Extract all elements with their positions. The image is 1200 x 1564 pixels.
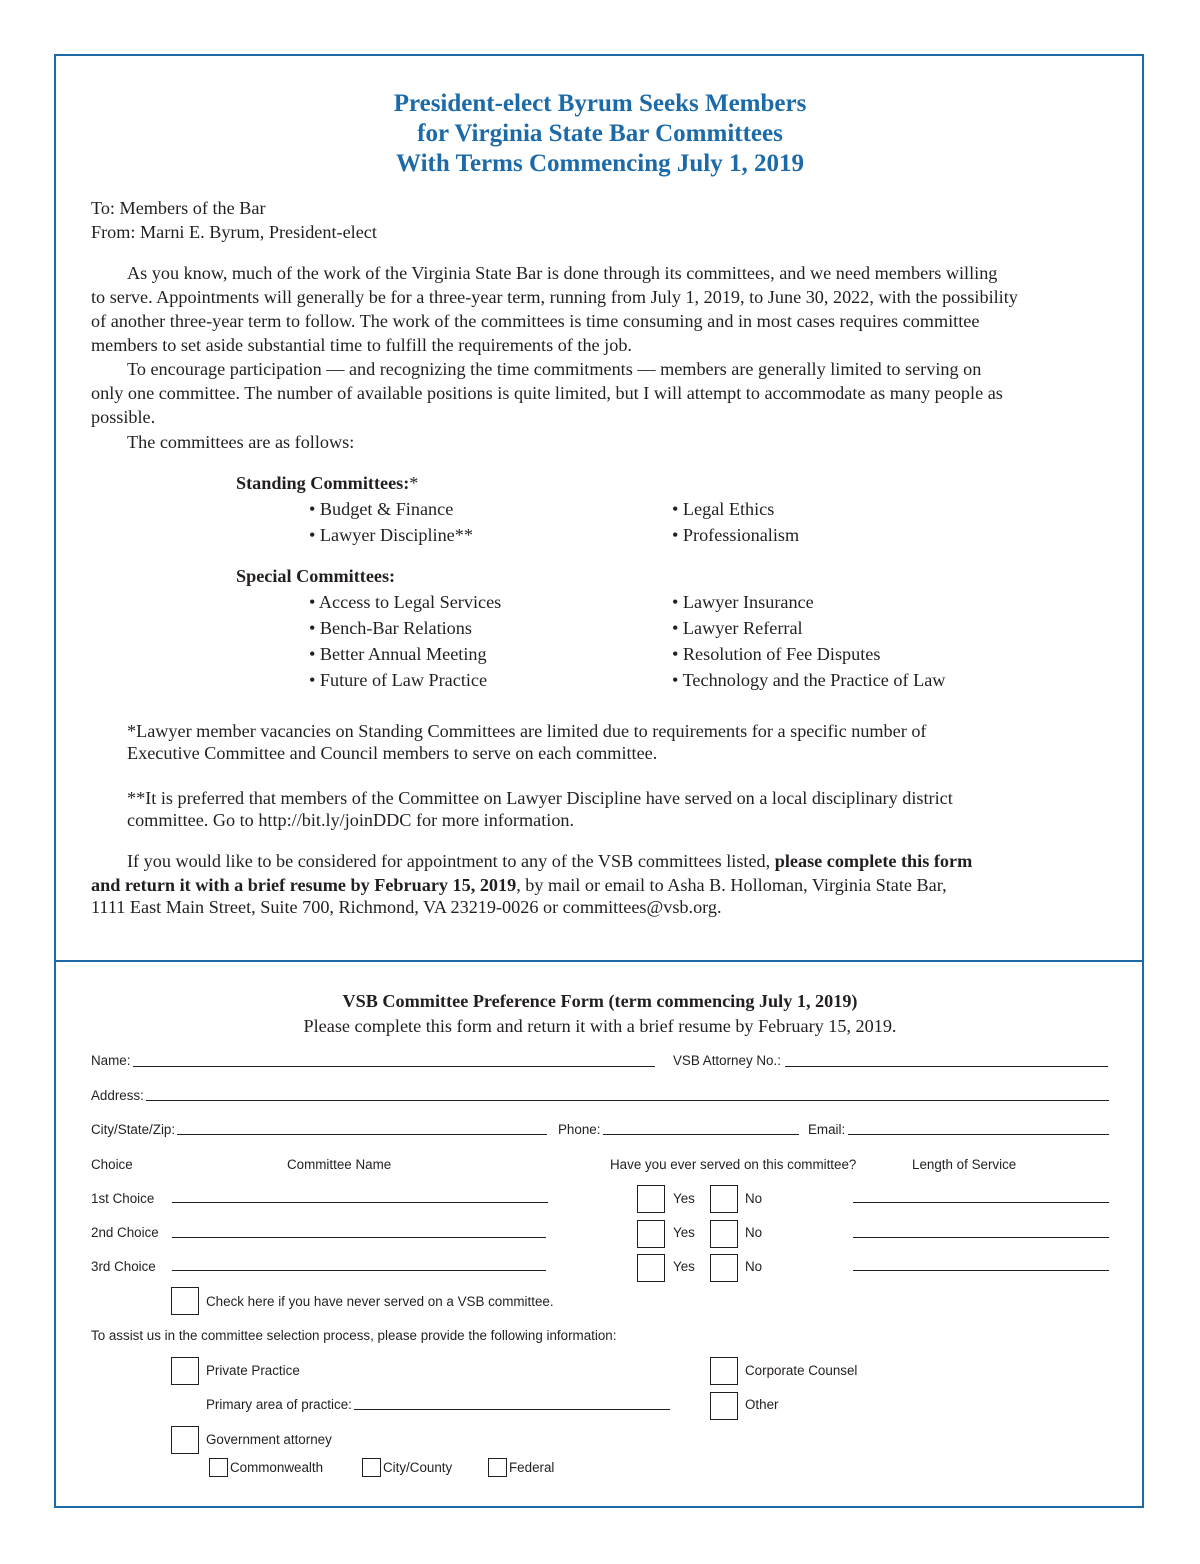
- special-right-3: • Resolution of Fee Disputes: [672, 644, 881, 664]
- form-title: VSB Committee Preference Form (term commencing July 1, 2019): [342, 991, 858, 1011]
- assist-text: To assist us in the committee selection process, please provide the following information:: [91, 1328, 617, 1343]
- closing-line1: [127, 849, 972, 873]
- other-label: Other: [745, 1397, 779, 1412]
- federal-checkbox[interactable]: [488, 1458, 507, 1477]
- standing-heading-text: Standing Committees:: [236, 473, 410, 493]
- standing-right-2: • Professionalism: [672, 525, 800, 545]
- choice-2-label: 2nd Choice: [91, 1225, 159, 1240]
- primary-area-label: Primary area of practice:: [206, 1397, 352, 1412]
- body-p2-line1: To encourage participation — and recognizing the time commitments — members are generally limited to serving on: [127, 359, 982, 379]
- address-label: Address:: [91, 1088, 144, 1103]
- note1-line2: Executive Committee and Council members to serve on each committee.: [127, 743, 658, 763]
- name-field[interactable]: [133, 1066, 655, 1067]
- choice-2-no-label: No: [745, 1225, 763, 1240]
- attorney-number-field[interactable]: [785, 1066, 1108, 1067]
- choice-1-no-checkbox[interactable]: [710, 1185, 738, 1213]
- choice-1-yes-checkbox[interactable]: [637, 1185, 665, 1213]
- special-left-2: • Bench-Bar Relations: [309, 618, 472, 638]
- city-county-label: City/County: [383, 1460, 453, 1475]
- special-heading: Special Committees:: [236, 566, 396, 586]
- choice-2-committee-field[interactable]: [172, 1237, 546, 1238]
- closing-line2-plain: , by mail or email to Asha B. Holloman, Virginia State Bar,: [516, 875, 947, 895]
- email-field[interactable]: [848, 1134, 1109, 1135]
- form-subtitle: Please complete this form and return it with a brief resume by February 15, 2019.: [303, 1016, 897, 1036]
- government-attorney-checkbox[interactable]: [171, 1426, 199, 1454]
- body-p1-line3: of another three-year term to follow. The work of the committees is time consuming and in most cases requires committee: [91, 311, 980, 331]
- note2-line1: **It is preferred that members of the Committee on Lawyer Discipline have served on a local disciplinary district: [127, 788, 953, 808]
- private-practice-checkbox[interactable]: [171, 1357, 199, 1385]
- served-header: Have you ever served on this committee?: [610, 1157, 857, 1172]
- choice-3-no-label: No: [745, 1259, 763, 1274]
- closing-line3: 1111 East Main Street, Suite 700, Richmond, VA 23219-0026 or committees@vsb.org.: [91, 897, 722, 917]
- note2-line2: committee. Go to http://bit.ly/joinDDC for more information.: [127, 810, 575, 830]
- never-served-label: Check here if you have never served on a VSB committee.: [206, 1294, 554, 1309]
- closing-line1-bold: please complete this form: [774, 851, 973, 871]
- address-field[interactable]: [146, 1100, 1109, 1101]
- federal-label: Federal: [509, 1460, 555, 1475]
- section-divider: [54, 960, 1144, 962]
- private-practice-label: Private Practice: [206, 1363, 300, 1378]
- attorney-number-label: VSB Attorney No.:: [673, 1053, 781, 1068]
- body-p1-line4: members to set aside substantial time to fulfill the requirements of the job.: [91, 335, 632, 355]
- note1-line1: *Lawyer member vacancies on Standing Committees are limited due to requirements for a specific number of: [127, 721, 927, 741]
- standing-right-1: • Legal Ethics: [672, 499, 775, 519]
- city-state-zip-label: City/State/Zip:: [91, 1122, 176, 1137]
- closing-line2: [91, 873, 947, 897]
- body-p2-line2: only one committee. The number of available positions is quite limited, but I will attempt to accommodate as many people as: [91, 383, 1003, 403]
- choice-1-committee-field[interactable]: [172, 1202, 548, 1203]
- government-attorney-label: Government attorney: [206, 1432, 332, 1447]
- choice-2-yes-checkbox[interactable]: [637, 1220, 665, 1248]
- commonwealth-checkbox[interactable]: [209, 1458, 228, 1477]
- choice-1-label: 1st Choice: [91, 1191, 155, 1206]
- special-right-1: • Lawyer Insurance: [672, 592, 814, 612]
- corporate-counsel-label: Corporate Counsel: [745, 1363, 858, 1378]
- body-p2-line3: possible.: [91, 407, 156, 427]
- title-line-2: for Virginia State Bar Committees: [417, 120, 783, 147]
- special-right-4: • Technology and the Practice of Law: [672, 670, 946, 690]
- choice-3-committee-field[interactable]: [172, 1270, 546, 1271]
- special-right-2: • Lawyer Referral: [672, 618, 803, 638]
- choice-1-no-label: No: [745, 1191, 763, 1206]
- title-line-3: With Terms Commencing July 1, 2019: [396, 150, 804, 177]
- other-checkbox[interactable]: [710, 1392, 738, 1420]
- committee-name-header: Committee Name: [287, 1157, 392, 1172]
- standing-left-1: • Budget & Finance: [309, 499, 454, 519]
- phone-label: Phone:: [558, 1122, 601, 1137]
- length-of-service-header: Length of Service: [912, 1157, 1017, 1172]
- page-title: [0, 89, 1200, 179]
- choice-header: Choice: [91, 1157, 133, 1172]
- never-served-checkbox[interactable]: [171, 1287, 199, 1315]
- choice-3-length-field[interactable]: [853, 1270, 1109, 1271]
- commonwealth-label: Commonwealth: [230, 1460, 324, 1475]
- special-left-4: • Future of Law Practice: [309, 670, 488, 690]
- choice-3-yes-label: Yes: [673, 1259, 695, 1274]
- standing-heading: [236, 471, 418, 495]
- choice-2-no-checkbox[interactable]: [710, 1220, 738, 1248]
- name-label: Name:: [91, 1053, 131, 1068]
- city-state-zip-field[interactable]: [177, 1134, 547, 1135]
- special-left-3: • Better Annual Meeting: [309, 644, 487, 664]
- standing-heading-mark: *: [409, 473, 419, 493]
- choice-2-yes-label: Yes: [673, 1225, 695, 1240]
- primary-area-field[interactable]: [354, 1409, 670, 1410]
- body-p3: The committees are as follows:: [127, 432, 355, 452]
- choice-3-yes-checkbox[interactable]: [637, 1254, 665, 1282]
- memo-to: To: Members of the Bar: [91, 198, 266, 218]
- corporate-counsel-checkbox[interactable]: [710, 1357, 738, 1385]
- memo-from: From: Marni E. Byrum, President-elect: [91, 222, 377, 242]
- special-left-1: • Access to Legal Services: [309, 592, 502, 612]
- email-label: Email:: [808, 1122, 846, 1137]
- body-p1-line2: to serve. Appointments will generally be for a three-year term, running from July 1, 2019, to June 30, 2022, with the possibility: [91, 287, 1018, 307]
- closing-line2-bold: and return it with a brief resume by February 15, 2019: [91, 875, 517, 895]
- choice-3-label: 3rd Choice: [91, 1259, 156, 1274]
- choice-2-length-field[interactable]: [853, 1237, 1109, 1238]
- choice-1-length-field[interactable]: [853, 1202, 1109, 1203]
- standing-left-2: • Lawyer Discipline**: [309, 525, 473, 545]
- body-p1-line1: As you know, much of the work of the Virginia State Bar is done through its committees, and we need members willing: [127, 263, 998, 283]
- choice-3-no-checkbox[interactable]: [710, 1254, 738, 1282]
- title-line-1: President-elect Byrum Seeks Members: [393, 90, 807, 117]
- choice-1-yes-label: Yes: [673, 1191, 695, 1206]
- city-county-checkbox[interactable]: [362, 1458, 381, 1477]
- closing-line1-plain: If you would like to be considered for appointment to any of the VSB committees listed,: [127, 851, 775, 871]
- phone-field[interactable]: [603, 1134, 799, 1135]
